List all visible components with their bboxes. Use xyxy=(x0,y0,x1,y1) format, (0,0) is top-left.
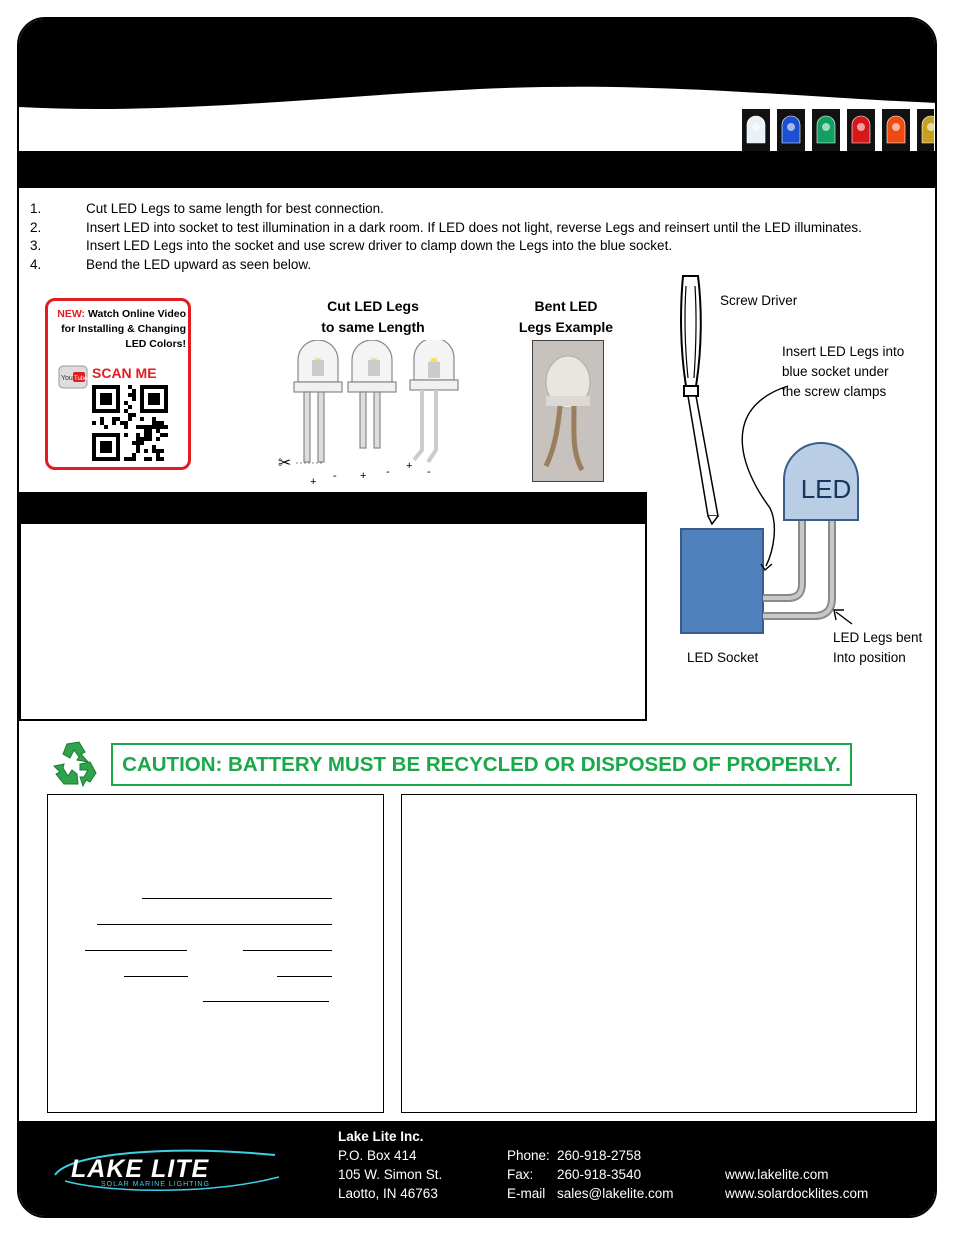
logo-subtext: SOLAR MARINE LIGHTING xyxy=(101,1181,210,1188)
warranty-form-panel xyxy=(47,794,384,1113)
qr-cell xyxy=(160,457,164,461)
contact-values xyxy=(557,1146,674,1203)
qr-cell xyxy=(156,453,160,457)
form-blank-line[interactable] xyxy=(277,976,332,977)
step-item: 1. Cut LED Legs to same length for best connection. xyxy=(30,201,384,216)
fax-number: 260-918-3540 xyxy=(557,1167,642,1182)
qr-cell xyxy=(116,417,120,421)
qr-cell xyxy=(156,425,160,429)
qr-cell xyxy=(136,449,140,453)
qr-cell xyxy=(160,421,164,425)
qr-cell xyxy=(100,421,104,425)
qr-cell xyxy=(140,441,144,445)
form-blank-line[interactable] xyxy=(85,950,187,951)
qr-cell xyxy=(160,449,164,453)
qr-finder xyxy=(148,393,160,405)
led-color-icons xyxy=(724,109,934,153)
qr-cell xyxy=(120,421,124,425)
led-label: LED xyxy=(800,474,852,504)
qr-cell xyxy=(156,457,160,461)
qr-cell xyxy=(104,425,108,429)
qr-cell xyxy=(128,385,132,389)
website-link[interactable]: www.solardocklites.com xyxy=(725,1186,869,1201)
qr-cell xyxy=(160,425,164,429)
svg-text:You: You xyxy=(61,375,73,382)
qr-cell xyxy=(144,429,148,433)
qr-cell xyxy=(132,413,136,417)
contact-labels: Phone: Fax: E-mail xyxy=(507,1148,550,1201)
right-info-panel xyxy=(401,794,917,1113)
qr-cell xyxy=(152,421,156,425)
led-glow xyxy=(752,123,760,131)
email-link[interactable]: sales@lakelite.com xyxy=(557,1186,674,1201)
qr-cell xyxy=(132,397,136,401)
qr-cell xyxy=(152,425,156,429)
qr-cell xyxy=(112,421,116,425)
qr-cell xyxy=(124,401,128,405)
qr-cell xyxy=(144,433,148,437)
qr-cell xyxy=(136,437,140,441)
led-color-strip xyxy=(724,109,934,153)
logo-text: LAKE LITE xyxy=(71,1155,210,1183)
qr-cell xyxy=(124,433,128,437)
led-glow xyxy=(892,123,900,131)
footer xyxy=(19,1121,935,1216)
qr-cell xyxy=(164,425,168,429)
qr-cell xyxy=(136,441,140,445)
step-item: 2. Insert LED into socket to test illumination in a dark room. If LED does not light, reverse Legs and reinsert until the LED illuminates. xyxy=(30,219,862,235)
qr-cell xyxy=(132,453,136,457)
scissors-icon: ✂ xyxy=(278,453,292,472)
qr-cell xyxy=(152,449,156,453)
qr-cell xyxy=(144,457,148,461)
led-glow xyxy=(822,123,830,131)
socket-label: LED Socket xyxy=(687,650,759,665)
qr-cell xyxy=(156,449,160,453)
socket-diagram xyxy=(660,268,940,648)
qr-cell xyxy=(148,433,152,437)
qr-note: NEW: Watch Online Video for Installing & Changing LED Colors! xyxy=(57,308,186,350)
qr-cell xyxy=(152,445,156,449)
polarity-labels: + - + - + - xyxy=(310,460,431,488)
recycle-icon xyxy=(50,738,100,788)
qr-cell xyxy=(124,425,128,429)
led-socket-box xyxy=(681,529,763,633)
svg-text:Tube: Tube xyxy=(74,376,88,382)
website-links xyxy=(725,1165,868,1203)
section-bar-2 xyxy=(19,492,647,526)
qr-cell xyxy=(160,433,164,437)
section-bar-instructions xyxy=(19,151,937,188)
qr-cell xyxy=(148,457,152,461)
qr-cell xyxy=(128,405,132,409)
instruction-steps xyxy=(30,200,930,274)
company-address: Lake Lite Inc. P.O. Box 414 105 W. Simon St. Laotto, IN 46763 xyxy=(338,1129,443,1201)
form-blank-line[interactable] xyxy=(124,976,188,977)
qr-cell xyxy=(128,417,132,421)
qr-cell xyxy=(148,437,152,441)
empty-info-panel xyxy=(19,524,647,721)
qr-finder xyxy=(100,441,112,453)
led-glow xyxy=(787,123,795,131)
qr-cell xyxy=(164,433,168,437)
caution-banner: CAUTION: BATTERY MUST BE RECYCLED OR DISPOSED OF PROPERLY. xyxy=(111,743,852,786)
qr-code-icon[interactable] xyxy=(92,385,168,461)
qr-cell xyxy=(140,417,144,421)
qr-cell xyxy=(112,417,116,421)
qr-cell xyxy=(132,441,136,445)
qr-cell xyxy=(132,457,136,461)
qr-cell xyxy=(148,425,152,429)
cut-legs-figure xyxy=(276,340,466,490)
cut-legs-caption: Cut LED Legs to same Length xyxy=(321,298,425,335)
legs-bent-label: LED Legs bent Into position xyxy=(833,630,923,665)
qr-cell xyxy=(156,429,160,433)
qr-cell xyxy=(136,433,140,437)
form-blank-line[interactable] xyxy=(142,898,332,899)
phone-number: 260-918-2758 xyxy=(557,1148,642,1163)
bent-led-photo xyxy=(532,340,604,482)
qr-finder xyxy=(100,393,112,405)
form-blank-line[interactable] xyxy=(97,924,332,925)
qr-cell xyxy=(124,457,128,461)
screwdriver-label: Screw Driver xyxy=(720,293,798,308)
screwdriver-icon xyxy=(681,276,718,524)
qr-cell xyxy=(92,421,96,425)
website-link[interactable]: www.lakelite.com xyxy=(725,1167,829,1182)
qr-cell xyxy=(132,389,136,393)
led-glow xyxy=(857,123,865,131)
scan-me-label: SCAN ME xyxy=(92,365,157,381)
qr-cell xyxy=(140,437,144,441)
qr-cell xyxy=(136,445,140,449)
qr-cell xyxy=(156,437,160,441)
qr-cell xyxy=(156,421,160,425)
qr-cell xyxy=(152,417,156,421)
youtube-icon xyxy=(58,363,88,393)
step-item: 3. Insert LED Legs into the socket and use screw driver to clamp down the Legs into the blue socket. xyxy=(30,238,673,254)
qr-cell xyxy=(124,421,128,425)
qr-cell xyxy=(136,425,140,429)
qr-cell xyxy=(128,457,132,461)
qr-cell xyxy=(140,425,144,429)
qr-cell xyxy=(124,409,128,413)
qr-cell xyxy=(132,393,136,397)
step-item: 4. Bend the LED upward as seen below. xyxy=(30,256,312,272)
qr-cell xyxy=(144,449,148,453)
qr-cell xyxy=(100,417,104,421)
qr-cell xyxy=(148,429,152,433)
bent-legs-caption: Bent LED Legs Example xyxy=(518,298,614,335)
qr-video-card[interactable] xyxy=(45,298,191,470)
form-blank-line[interactable] xyxy=(243,950,332,951)
qr-cell xyxy=(144,425,148,429)
qr-cell xyxy=(128,413,132,417)
qr-cell xyxy=(128,393,132,397)
insert-legs-label: Insert LED Legs into blue socket under the screw clamps xyxy=(782,344,905,399)
form-blank-line[interactable] xyxy=(203,1001,329,1002)
qr-cell xyxy=(144,437,148,441)
